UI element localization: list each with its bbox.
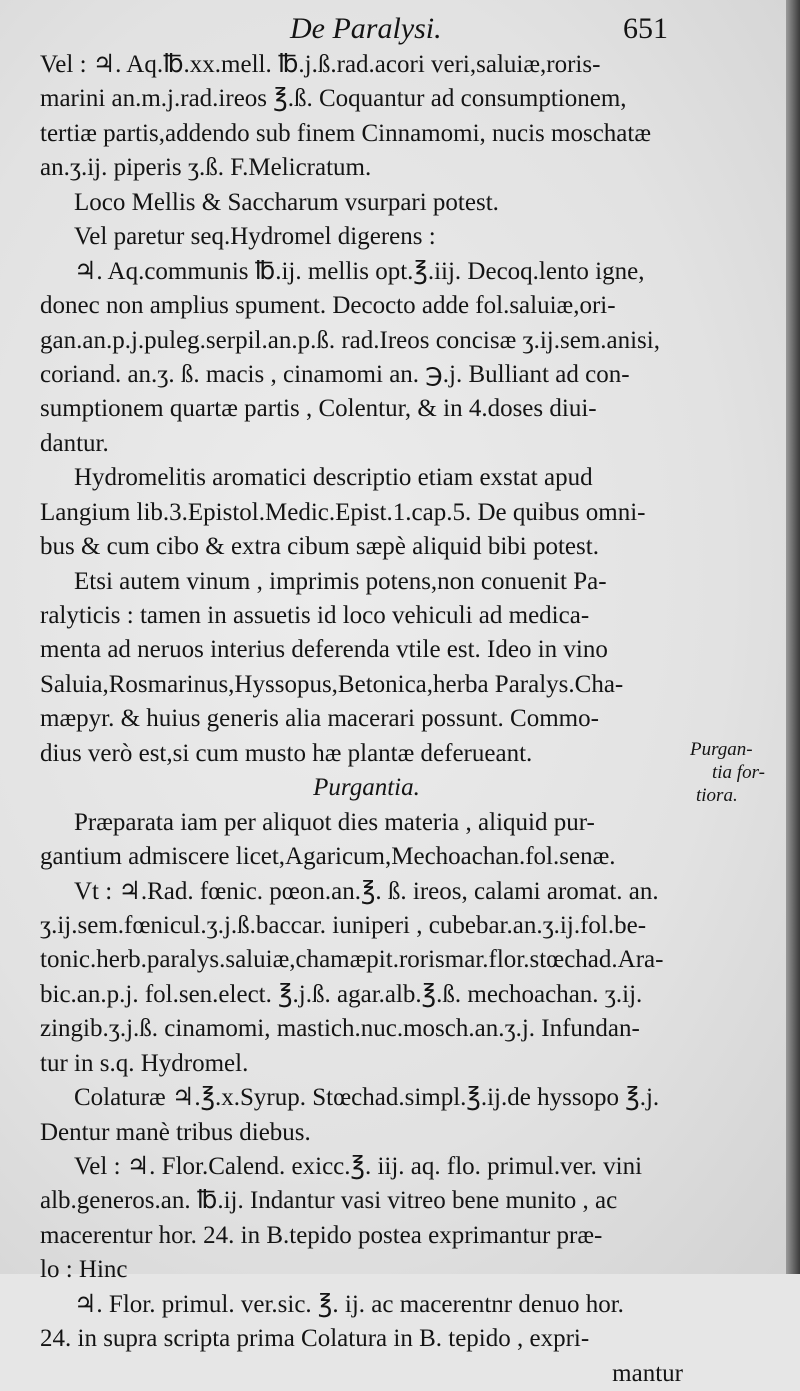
- page-number: 651: [623, 12, 668, 45]
- margin-note: [690, 738, 790, 807]
- text-line: Vt : ♃.Rad. fœnic. pœon.an.℥. ß. ireos, calami aromat. an.: [74, 877, 659, 905]
- text-line: ralyticis : tamen in assuetis id loco vehiculi ad medica-: [40, 602, 590, 629]
- text-line: menta ad neruos interius deferenda vtile est. Ideo in vino: [40, 636, 608, 664]
- text-line: bic.an.p.j. fol.sen.elect. ℥.j.ß. agar.alb.℥.ß. mechoachan. ʒ.ij.: [40, 980, 643, 1008]
- text-line: an.ʒ.ij. piperis ʒ.ß. F.Melicratum.: [40, 154, 372, 182]
- text-line: ♃. Flor. primul. ver.sic. ℥. ij. ac macerentnr denuo hor.: [74, 1290, 624, 1318]
- text-line: ♃. Aq.communis ℔.ij. mellis opt.℥.iij. Decoq.lento igne,: [74, 257, 645, 285]
- text-line: Dentur manè tribus diebus.: [40, 1118, 311, 1146]
- text-line: donec non amplius spument. Decocto adde fol.saluiæ,ori-: [40, 292, 616, 320]
- text-line: Loco Mellis & Saccharum vsurpari potest.: [74, 188, 499, 216]
- text-line: zingib.ʒ.j.ß. cinamomi, mastich.nuc.mosch.an.ʒ.j. Infundan-: [40, 1015, 640, 1043]
- text-line: ʒ.ij.sem.fœnicul.ʒ.j.ß.baccar. iuniperi , cubebar.an.ʒ.ij.fol.be-: [40, 911, 647, 939]
- text-line: sumptionem quartæ partis , Colentur, & in 4.doses diui-: [40, 395, 597, 423]
- text-line: Hydromelitis aromatici descriptio etiam exstat apud: [74, 464, 593, 492]
- text-line: mantur: [612, 1359, 683, 1387]
- text-line: bus & cum cibo & extra cibum sæpè aliquid bibi potest.: [40, 533, 599, 561]
- text-line: Langium lib.3.Epistol.Medic.Epist.1.cap.5. De quibus omni-: [40, 498, 646, 526]
- text-line: lo : Hinc: [40, 1256, 128, 1284]
- running-head: [0, 12, 800, 46]
- text-line: 24. in supra scripta prima Colatura in B. tepido , expri-: [40, 1325, 590, 1353]
- text-line: Vel paretur seq.Hydromel digerens :: [74, 223, 436, 251]
- text-line: dius verò est,si cum musto hæ plantæ deferueant.: [40, 739, 533, 767]
- text-line: Colaturæ ♃.℥.x.Syrup. Stœchad.simpl.℥.ij.de hyssopo ℥.j.: [74, 1084, 660, 1112]
- margin-note-line: tia for-: [712, 762, 765, 783]
- margin-note-line: tiora.: [696, 785, 738, 806]
- text-line: gan.an.p.j.puleg.serpil.an.p.ß. rad.Ireos concisæ ʒ.ij.sem.anisi,: [40, 326, 660, 354]
- section-heading: Purgantia.: [313, 774, 420, 802]
- text-line: alb.generos.an. ℔.ij. Indantur vasi vitreo bene munito , ac: [40, 1187, 618, 1215]
- text-line: Vel : ♃. Aq.℔.xx.mell. ℔.j.ß.rad.acori veri,saluiæ,roris-: [40, 51, 601, 78]
- text-line: tur in s.q. Hydromel.: [40, 1049, 249, 1077]
- text-line: macerentur hor. 24. in B.tepido postea exprimantur præ-: [40, 1221, 603, 1249]
- text-line: dantur.: [40, 429, 109, 457]
- text-line: Præparata iam per aliquot dies materia , aliquid pur-: [74, 808, 595, 836]
- text-line: Vel : ♃. Flor.Calend. exicc.℥. iij. aq. flo. primul.ver. vini: [74, 1153, 643, 1180]
- text-line: coriand. an.ʒ. ß. macis , cinamomi an. ℈.j. Bulliant ad con-: [40, 360, 630, 388]
- text-line: gantium admiscere licet,Agaricum,Mechoachan.fol.senæ.: [40, 843, 616, 871]
- text-line: tertiæ partis,addendo sub finem Cinnamomi, nucis moschatæ: [40, 119, 652, 147]
- text-line: tonic.herb.paralys.saluiæ,chamæpit.rorismar.flor.stœchad.Ara-: [40, 946, 664, 974]
- text-line: Etsi autem vinum , imprimis potens,non conuenit Pa-: [74, 567, 607, 595]
- text-line: mæpyr. & huius generis alia macerari possunt. Commo-: [40, 705, 599, 733]
- running-head-title: De Paralysi.: [290, 12, 442, 45]
- book-spine-shadow: [786, 0, 800, 1274]
- text-line: marini an.m.j.rad.ireos ℥.ß. Coquantur ad consumptionem,: [40, 85, 627, 113]
- margin-note-line: Purgan-: [690, 739, 753, 760]
- text-line: Saluia,Rosmarinus,Hyssopus,Betonica,herba Paralys.Cha-: [40, 670, 624, 698]
- body-text: [40, 48, 683, 1391]
